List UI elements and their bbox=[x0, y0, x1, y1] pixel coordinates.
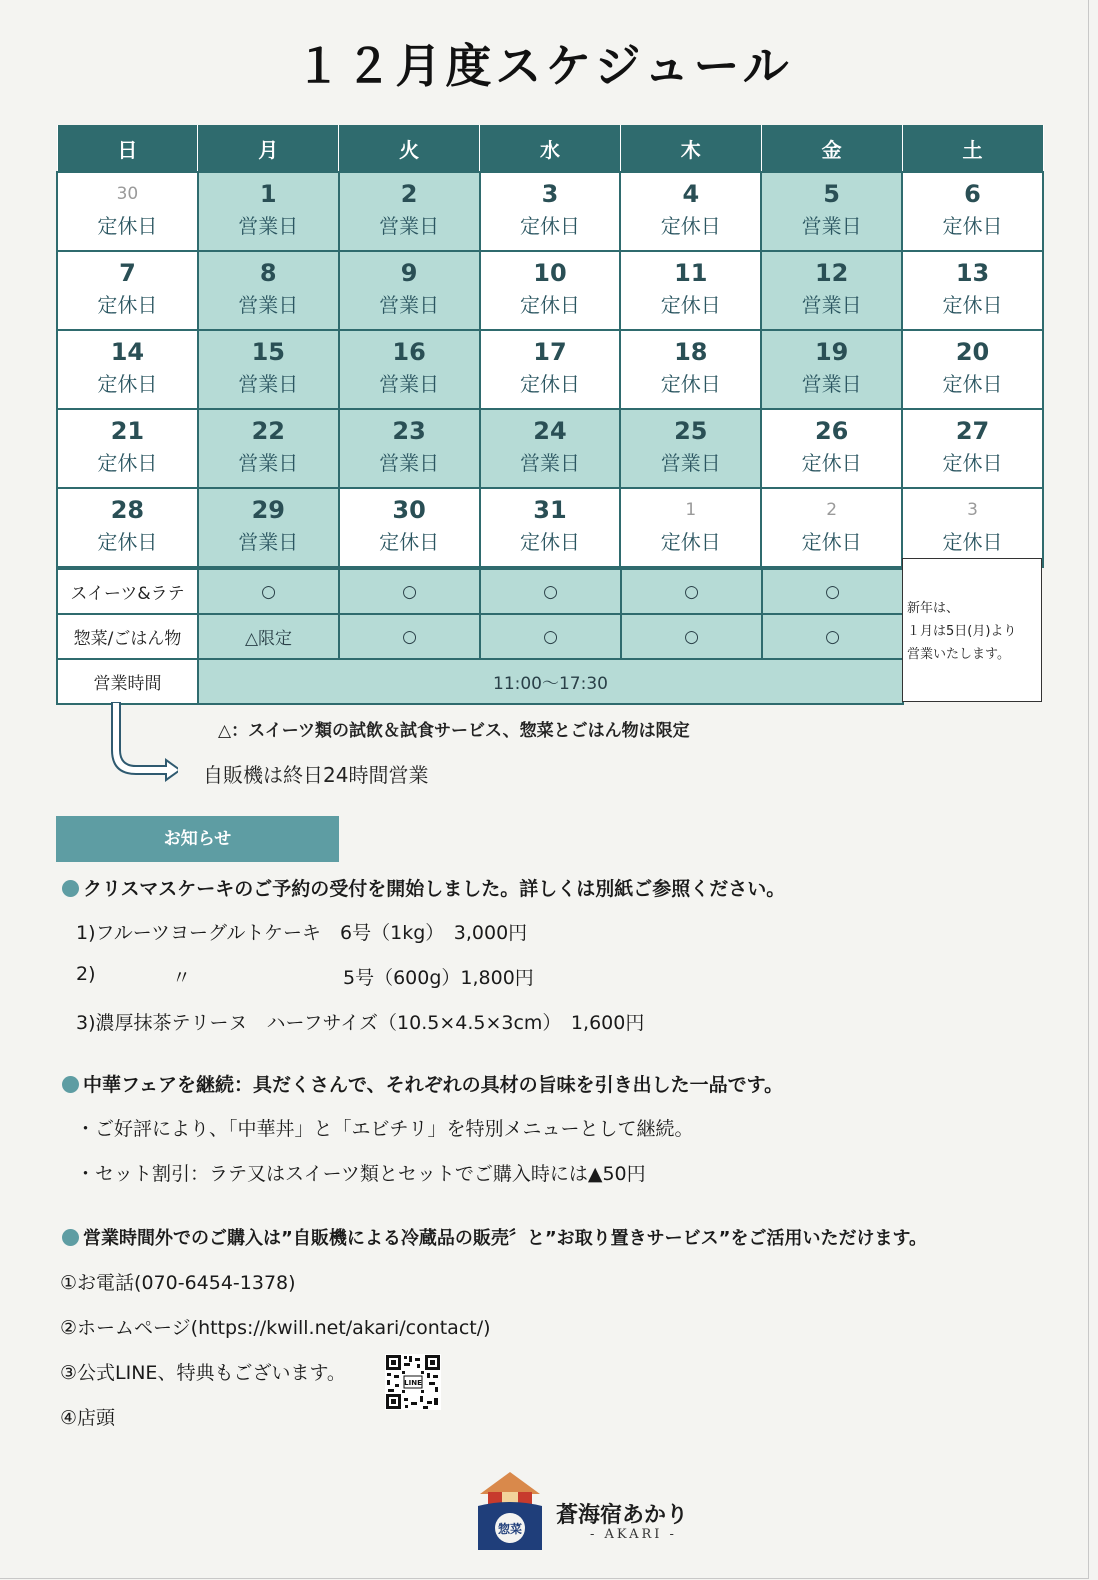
weekday-header-row bbox=[57, 125, 1043, 172]
calendar-day-cell bbox=[761, 330, 902, 409]
day-status: 定休日 bbox=[660, 214, 721, 238]
service-table bbox=[56, 568, 904, 705]
line-qr-code[interactable] bbox=[385, 1354, 441, 1410]
service-label-hours: 営業時間 bbox=[57, 659, 198, 704]
day-number: 8 bbox=[259, 259, 277, 287]
service-mark: ○ bbox=[762, 614, 903, 659]
day-status: 営業日 bbox=[379, 214, 440, 238]
day-status: 営業日 bbox=[660, 451, 721, 475]
calendar-week-row bbox=[57, 251, 1043, 330]
day-number: 30 bbox=[116, 184, 139, 204]
day-status: 営業日 bbox=[238, 293, 299, 317]
service-mark: ○ bbox=[621, 614, 762, 659]
bullet-icon bbox=[62, 1076, 79, 1093]
day-status: 定休日 bbox=[942, 214, 1003, 238]
day-number: 14 bbox=[110, 338, 145, 366]
day-number: 11 bbox=[674, 259, 708, 287]
service-mark: ○ bbox=[339, 614, 480, 659]
calendar-day-cell bbox=[480, 172, 621, 251]
calendar-week-row bbox=[57, 488, 1043, 567]
calendar-body bbox=[57, 172, 1043, 567]
day-status: 定休日 bbox=[379, 530, 440, 554]
akari-logo-icon bbox=[472, 1470, 548, 1552]
calendar-day-cell bbox=[198, 330, 339, 409]
qr-line-label: LINE bbox=[404, 1379, 422, 1387]
calendar-day-cell bbox=[57, 172, 198, 251]
service-mark: ○ bbox=[480, 614, 621, 659]
day-status: 定休日 bbox=[660, 293, 721, 317]
down-right-arrow-icon bbox=[108, 702, 178, 782]
day-status: 定休日 bbox=[97, 214, 158, 238]
day-status: 定休日 bbox=[519, 530, 580, 554]
day-status: 定休日 bbox=[97, 372, 158, 396]
weekday-header: 水 bbox=[480, 125, 621, 172]
calendar-day-cell bbox=[620, 172, 761, 251]
day-status: 定休日 bbox=[942, 293, 1003, 317]
day-number: 5 bbox=[823, 180, 840, 208]
day-number: 28 bbox=[110, 496, 145, 524]
day-status: 定休日 bbox=[97, 293, 158, 317]
day-status: 定休日 bbox=[660, 372, 721, 396]
new-year-note bbox=[902, 558, 1042, 702]
day-status: 営業日 bbox=[238, 372, 299, 396]
day-number: 4 bbox=[682, 180, 700, 208]
calendar-day-cell bbox=[198, 409, 339, 488]
announcement-chinese-fair: 中華フェアを継続：具だくさんで、それぞれの具材の旨味を引き出した一品です。 bbox=[62, 1070, 783, 1097]
service-mark: ○ bbox=[198, 569, 339, 614]
day-status: 定休日 bbox=[801, 530, 862, 554]
announcement-christmas: クリスマスケーキのご予約の受付を開始しました。詳しくは別紙ご参照ください。 bbox=[62, 874, 785, 901]
service-label-sweets: スイーツ&ラテ bbox=[57, 569, 198, 614]
cake-item-2-number: 2) bbox=[76, 963, 96, 985]
day-status: 定休日 bbox=[97, 530, 158, 554]
brand-subtitle: - AKARI - bbox=[590, 1527, 677, 1542]
day-status: 定休日 bbox=[97, 451, 158, 475]
day-number: 25 bbox=[674, 417, 708, 445]
day-number: 29 bbox=[251, 496, 285, 524]
weekday-header: 日 bbox=[57, 125, 198, 172]
day-number: 1 bbox=[259, 180, 277, 208]
day-number: 13 bbox=[955, 259, 990, 287]
calendar-day-cell bbox=[57, 409, 198, 488]
calendar-week-row bbox=[57, 409, 1043, 488]
contact-line: ③公式LINE、特典もございます。 bbox=[60, 1362, 346, 1384]
day-number: 20 bbox=[955, 338, 990, 366]
day-status: 営業日 bbox=[801, 293, 862, 317]
weekday-header: 土 bbox=[902, 125, 1043, 172]
day-status: 営業日 bbox=[238, 530, 299, 554]
service-row-deli bbox=[57, 614, 903, 659]
business-hours-value: 11:00～17:30 bbox=[198, 659, 903, 704]
cake-item-2-detail: 5号（600g）1,800円 bbox=[343, 967, 534, 989]
day-number: 9 bbox=[400, 259, 418, 287]
day-status: 定休日 bbox=[519, 293, 580, 317]
day-number: 19 bbox=[814, 338, 849, 366]
calendar-day-cell bbox=[902, 488, 1043, 567]
service-row-sweets bbox=[57, 569, 903, 614]
service-label-deli: 惣菜/ごはん物 bbox=[57, 614, 198, 659]
day-number: 23 bbox=[392, 417, 426, 445]
calendar-day-cell bbox=[480, 409, 621, 488]
calendar-day-cell bbox=[57, 330, 198, 409]
day-number: 31 bbox=[533, 496, 567, 524]
contact-store: ④店頭 bbox=[60, 1407, 116, 1429]
calendar-day-cell bbox=[339, 330, 480, 409]
cake-item-3: 3)濃厚抹茶テリーヌ ハーフサイズ（10.5×4.5×3cm） 1,600円 bbox=[76, 1012, 645, 1034]
day-number: 7 bbox=[119, 259, 136, 287]
calendar-week-row bbox=[57, 172, 1043, 251]
announcement-heading: お知らせ bbox=[56, 816, 339, 862]
calendar-day-cell bbox=[339, 172, 480, 251]
day-status: 営業日 bbox=[379, 451, 440, 475]
calendar-day-cell bbox=[480, 251, 621, 330]
contact-homepage: ②ホームページ(https://kwill.net/akari/contact/) bbox=[60, 1317, 491, 1339]
vending-note: 自販機は終日24時間営業 bbox=[203, 763, 429, 787]
calendar-table bbox=[56, 125, 1044, 568]
new-year-line: １月は5日(月)より bbox=[907, 624, 1017, 639]
calendar-day-cell bbox=[761, 409, 902, 488]
calendar-day-cell bbox=[761, 172, 902, 251]
cake-item-1: 1)フルーツヨーグルトケーキ 6号（1kg） 3,000円 bbox=[76, 922, 528, 944]
day-status: 定休日 bbox=[519, 214, 580, 238]
day-status: 営業日 bbox=[801, 214, 862, 238]
day-status: 営業日 bbox=[379, 293, 440, 317]
calendar-day-cell bbox=[198, 172, 339, 251]
day-status: 定休日 bbox=[942, 372, 1003, 396]
service-row-hours bbox=[57, 659, 903, 704]
weekday-header: 金 bbox=[761, 125, 902, 172]
calendar-day-cell bbox=[57, 488, 198, 567]
calendar-day-cell bbox=[902, 251, 1043, 330]
weekday-header: 火 bbox=[339, 125, 480, 172]
brand-name: 蒼海宿あかり bbox=[556, 1502, 689, 1528]
calendar-day-cell bbox=[480, 330, 621, 409]
calendar-day-cell bbox=[339, 488, 480, 567]
day-number: 27 bbox=[955, 417, 990, 445]
day-status: 定休日 bbox=[801, 451, 862, 475]
day-number: 2 bbox=[400, 180, 418, 208]
service-mark: ○ bbox=[480, 569, 621, 614]
day-number: 6 bbox=[964, 180, 981, 208]
calendar-day-cell bbox=[620, 251, 761, 330]
new-year-line: 新年は、 bbox=[907, 601, 960, 616]
day-number: 3 bbox=[967, 500, 978, 520]
calendar-week-row bbox=[57, 330, 1043, 409]
day-status: 定休日 bbox=[942, 530, 1003, 554]
calendar-day-cell bbox=[198, 488, 339, 567]
calendar-day-cell bbox=[902, 409, 1043, 488]
bullet-icon bbox=[62, 880, 79, 897]
day-number: 10 bbox=[533, 259, 567, 287]
day-number: 21 bbox=[110, 417, 145, 445]
calendar-day-cell bbox=[902, 330, 1043, 409]
cake-item-2-ditto: 〃 bbox=[172, 967, 192, 989]
calendar-day-cell bbox=[480, 488, 621, 567]
day-status: 定休日 bbox=[660, 530, 721, 554]
day-number: 12 bbox=[814, 259, 849, 287]
page-title: １２月度スケジュール bbox=[295, 39, 793, 93]
day-status: 営業日 bbox=[379, 372, 440, 396]
calendar-day-cell bbox=[620, 409, 761, 488]
calendar-day-cell bbox=[761, 251, 902, 330]
day-number: 24 bbox=[533, 417, 567, 445]
calendar-day-cell bbox=[57, 251, 198, 330]
calendar-day-cell bbox=[620, 488, 761, 567]
service-mark: △限定 bbox=[198, 614, 339, 659]
day-number: 30 bbox=[392, 496, 426, 524]
calendar-day-cell bbox=[198, 251, 339, 330]
day-number: 16 bbox=[392, 338, 426, 366]
day-status: 定休日 bbox=[519, 372, 580, 396]
triangle-note: △：スイーツ類の試飲＆試食サービス、惣菜とごはん物は限定 bbox=[218, 721, 690, 741]
day-number: 26 bbox=[814, 417, 849, 445]
day-status: 営業日 bbox=[801, 372, 862, 396]
calendar-day-cell bbox=[761, 488, 902, 567]
day-status: 定休日 bbox=[942, 451, 1003, 475]
day-number: 17 bbox=[533, 338, 567, 366]
day-status: 営業日 bbox=[238, 214, 299, 238]
day-number: 2 bbox=[826, 500, 838, 520]
contact-phone: ①お電話(070-6454-1378) bbox=[60, 1272, 296, 1294]
service-mark: ○ bbox=[762, 569, 903, 614]
service-mark: ○ bbox=[339, 569, 480, 614]
calendar-day-cell bbox=[339, 251, 480, 330]
calendar-day-cell bbox=[902, 172, 1043, 251]
day-number: 3 bbox=[541, 180, 559, 208]
calendar-day-cell bbox=[620, 330, 761, 409]
day-number: 22 bbox=[251, 417, 285, 445]
calendar-day-cell bbox=[339, 409, 480, 488]
bullet-icon bbox=[62, 1229, 79, 1246]
day-number: 18 bbox=[674, 338, 708, 366]
day-number: 15 bbox=[251, 338, 285, 366]
new-year-line: 営業いたします。 bbox=[907, 647, 1010, 662]
fair-detail-2: ・セット割引：ラテ又はスイーツ類とセットでご購入時には▲50円 bbox=[76, 1163, 646, 1185]
weekday-header: 月 bbox=[198, 125, 339, 172]
day-status: 営業日 bbox=[238, 451, 299, 475]
weekday-header: 木 bbox=[620, 125, 761, 172]
day-status: 営業日 bbox=[519, 451, 580, 475]
announcement-after-hours: 営業時間外でのご購入は”自販機による冷蔵品の販売〞と”お取り置きサービス”をご活用いただけます。 bbox=[62, 1224, 927, 1250]
day-number: 1 bbox=[685, 500, 697, 520]
service-mark: ○ bbox=[621, 569, 762, 614]
logo-badge-text: 惣菜 bbox=[497, 1522, 523, 1536]
fair-detail-1: ・ご好評により、「中華丼」と「エビチリ」を特別メニューとして継続。 bbox=[76, 1118, 694, 1140]
